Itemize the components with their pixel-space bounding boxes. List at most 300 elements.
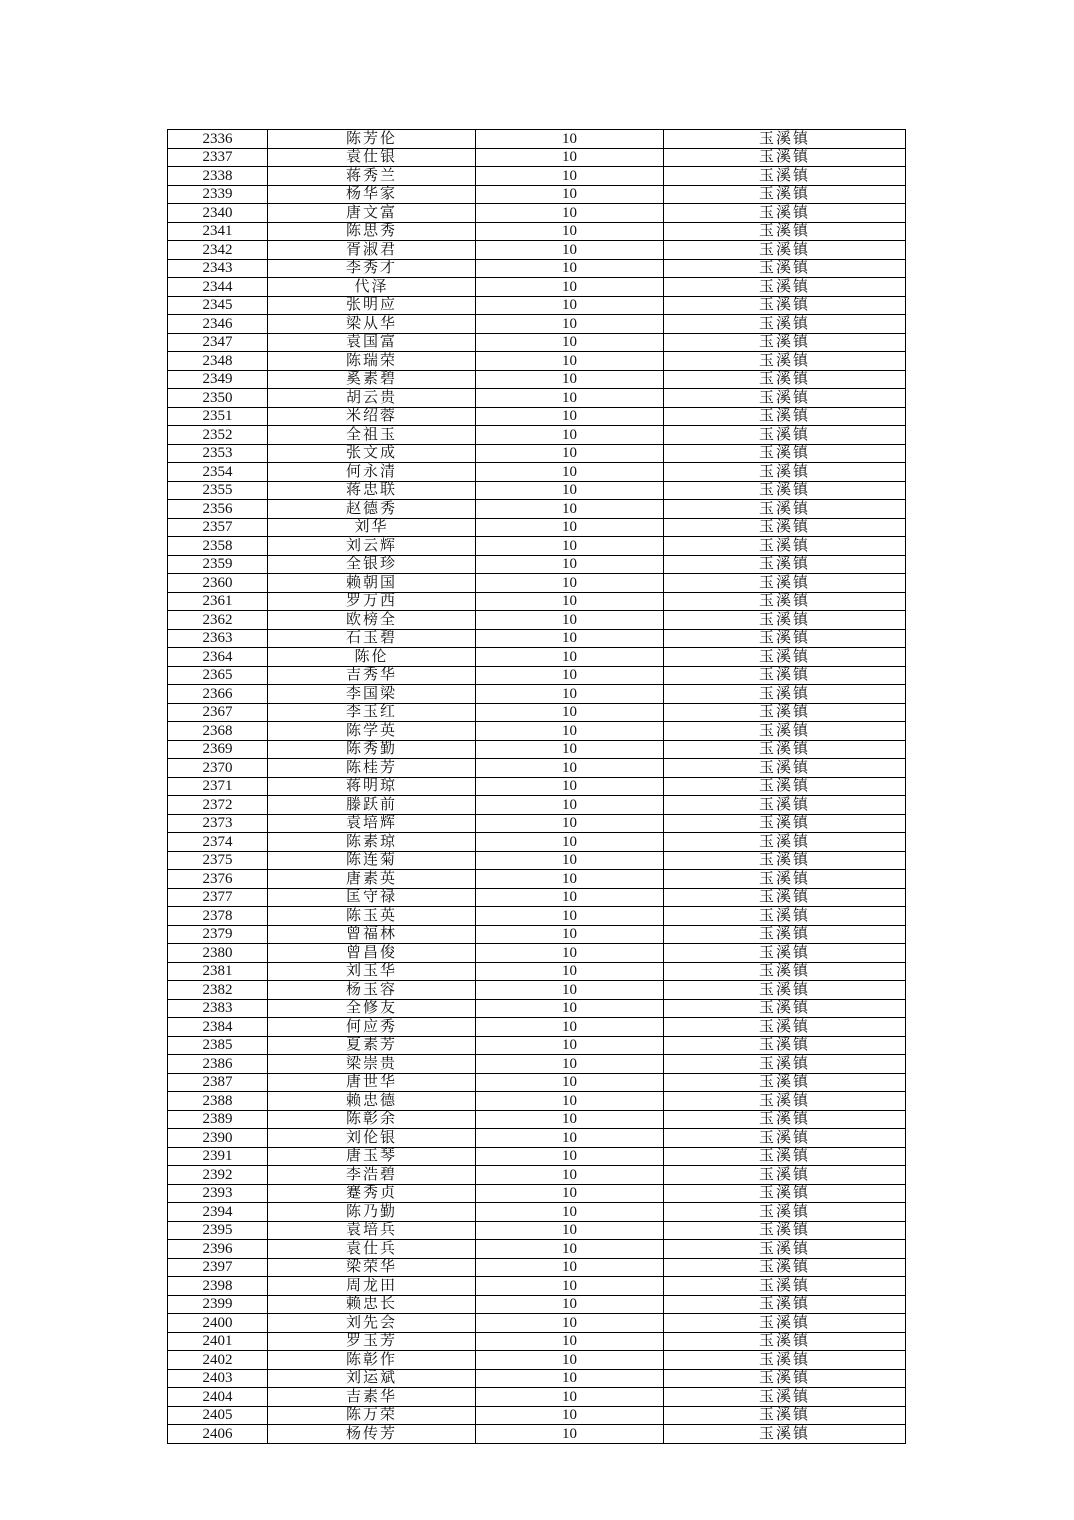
amount-cell: 10 [476,204,664,223]
amount-cell: 10 [476,537,664,556]
name-cell: 陈伦 [268,648,476,667]
name-cell: 吉秀华 [268,666,476,685]
serial-number-cell: 2349 [168,370,268,389]
table-row [168,611,906,630]
table-row [168,1277,906,1296]
town-cell: 玉溪镇 [664,777,906,796]
name-cell: 陈彰余 [268,1110,476,1129]
amount-cell: 10 [476,1166,664,1185]
name-cell: 罗万西 [268,592,476,611]
table-row [168,555,906,574]
table-row [168,1129,906,1148]
serial-number-cell: 2374 [168,833,268,852]
table-row [168,241,906,260]
amount-cell: 10 [476,703,664,722]
town-cell: 玉溪镇 [664,278,906,297]
name-cell: 袁培兵 [268,1221,476,1240]
amount-cell: 10 [476,1221,664,1240]
serial-number-cell: 2380 [168,944,268,963]
table-row [168,407,906,426]
serial-number-cell: 2369 [168,740,268,759]
amount-cell: 10 [476,685,664,704]
amount-cell: 10 [476,1240,664,1259]
town-cell: 玉溪镇 [664,444,906,463]
name-cell: 梁荣华 [268,1258,476,1277]
amount-cell: 10 [476,1406,664,1425]
table-row [168,1351,906,1370]
amount-cell: 10 [476,1184,664,1203]
name-cell: 李秀才 [268,259,476,278]
amount-cell: 10 [476,463,664,482]
table-row [168,814,906,833]
town-cell: 玉溪镇 [664,685,906,704]
serial-number-cell: 2341 [168,222,268,241]
name-cell: 陈芳伦 [268,130,476,149]
name-cell: 张文成 [268,444,476,463]
town-cell: 玉溪镇 [664,185,906,204]
serial-number-cell: 2352 [168,426,268,445]
amount-cell: 10 [476,759,664,778]
name-cell: 蒋秀兰 [268,167,476,186]
table-row [168,666,906,685]
table-row [168,481,906,500]
serial-number-cell: 2338 [168,167,268,186]
table-row [168,204,906,223]
table-row [168,851,906,870]
name-cell: 全修友 [268,999,476,1018]
town-cell: 玉溪镇 [664,962,906,981]
table-row [168,1240,906,1259]
name-cell: 杨华家 [268,185,476,204]
amount-cell: 10 [476,592,664,611]
town-cell: 玉溪镇 [664,1351,906,1370]
table-row [168,703,906,722]
name-cell: 何永清 [268,463,476,482]
table-row [168,463,906,482]
serial-number-cell: 2363 [168,629,268,648]
amount-cell: 10 [476,1258,664,1277]
amount-cell: 10 [476,278,664,297]
amount-cell: 10 [476,500,664,519]
town-cell: 玉溪镇 [664,703,906,722]
name-cell: 梁崇贵 [268,1055,476,1074]
name-cell: 吉素华 [268,1388,476,1407]
town-cell: 玉溪镇 [664,222,906,241]
serial-number-cell: 2372 [168,796,268,815]
amount-cell: 10 [476,1369,664,1388]
amount-cell: 10 [476,833,664,852]
serial-number-cell: 2353 [168,444,268,463]
amount-cell: 10 [476,574,664,593]
name-cell: 杨传芳 [268,1425,476,1444]
town-cell: 玉溪镇 [664,999,906,1018]
amount-cell: 10 [476,407,664,426]
serial-number-cell: 2370 [168,759,268,778]
serial-number-cell: 2400 [168,1314,268,1333]
name-cell: 陈素琼 [268,833,476,852]
amount-cell: 10 [476,370,664,389]
name-cell: 蹇秀贞 [268,1184,476,1203]
table-row [168,944,906,963]
table-row [168,962,906,981]
amount-cell: 10 [476,925,664,944]
serial-number-cell: 2339 [168,185,268,204]
amount-cell: 10 [476,722,664,741]
name-cell: 刘华 [268,518,476,537]
name-cell: 刘先会 [268,1314,476,1333]
amount-cell: 10 [476,1425,664,1444]
town-cell: 玉溪镇 [664,1406,906,1425]
name-cell: 赵德秀 [268,500,476,519]
name-cell: 陈思秀 [268,222,476,241]
serial-number-cell: 2387 [168,1073,268,1092]
amount-cell: 10 [476,1295,664,1314]
town-cell: 玉溪镇 [664,463,906,482]
table-row [168,1406,906,1425]
table-row [168,1073,906,1092]
town-cell: 玉溪镇 [664,944,906,963]
serial-number-cell: 2392 [168,1166,268,1185]
serial-number-cell: 2360 [168,574,268,593]
name-cell: 陈万荣 [268,1406,476,1425]
serial-number-cell: 2361 [168,592,268,611]
town-cell: 玉溪镇 [664,925,906,944]
name-cell: 奚素碧 [268,370,476,389]
town-cell: 玉溪镇 [664,1369,906,1388]
serial-number-cell: 2377 [168,888,268,907]
table-row [168,537,906,556]
amount-cell: 10 [476,555,664,574]
amount-cell: 10 [476,1332,664,1351]
table-row [168,444,906,463]
serial-number-cell: 2359 [168,555,268,574]
serial-number-cell: 2396 [168,1240,268,1259]
serial-number-cell: 2350 [168,389,268,408]
table-row [168,1184,906,1203]
amount-cell: 10 [476,333,664,352]
town-cell: 玉溪镇 [664,722,906,741]
table-row [168,1018,906,1037]
amount-cell: 10 [476,1314,664,1333]
name-cell: 胥淑君 [268,241,476,260]
table-row [168,629,906,648]
register-table-body [168,130,906,1444]
name-cell: 刘伦银 [268,1129,476,1148]
serial-number-cell: 2345 [168,296,268,315]
table-row [168,352,906,371]
serial-number-cell: 2389 [168,1110,268,1129]
serial-number-cell: 2383 [168,999,268,1018]
town-cell: 玉溪镇 [664,888,906,907]
amount-cell: 10 [476,740,664,759]
name-cell: 张明应 [268,296,476,315]
amount-cell: 10 [476,1036,664,1055]
town-cell: 玉溪镇 [664,296,906,315]
table-row [168,1258,906,1277]
serial-number-cell: 2398 [168,1277,268,1296]
serial-number-cell: 2406 [168,1425,268,1444]
town-cell: 玉溪镇 [664,204,906,223]
town-cell: 玉溪镇 [664,1036,906,1055]
serial-number-cell: 2381 [168,962,268,981]
amount-cell: 10 [476,1351,664,1370]
table-row [168,1221,906,1240]
amount-cell: 10 [476,1277,664,1296]
town-cell: 玉溪镇 [664,796,906,815]
name-cell: 刘运斌 [268,1369,476,1388]
serial-number-cell: 2403 [168,1369,268,1388]
table-row [168,1036,906,1055]
serial-number-cell: 2364 [168,648,268,667]
name-cell: 李玉红 [268,703,476,722]
amount-cell: 10 [476,1018,664,1037]
amount-cell: 10 [476,944,664,963]
town-cell: 玉溪镇 [664,370,906,389]
town-cell: 玉溪镇 [664,611,906,630]
name-cell: 陈秀勤 [268,740,476,759]
table-row [168,592,906,611]
serial-number-cell: 2397 [168,1258,268,1277]
town-cell: 玉溪镇 [664,259,906,278]
table-row [168,500,906,519]
amount-cell: 10 [476,426,664,445]
town-cell: 玉溪镇 [664,1240,906,1259]
serial-number-cell: 2390 [168,1129,268,1148]
town-cell: 玉溪镇 [664,1388,906,1407]
name-cell: 陈学英 [268,722,476,741]
name-cell: 唐文富 [268,204,476,223]
serial-number-cell: 2347 [168,333,268,352]
town-cell: 玉溪镇 [664,407,906,426]
name-cell: 夏素芳 [268,1036,476,1055]
town-cell: 玉溪镇 [664,981,906,1000]
town-cell: 玉溪镇 [664,389,906,408]
name-cell: 胡云贵 [268,389,476,408]
table-row [168,1147,906,1166]
serial-number-cell: 2384 [168,1018,268,1037]
name-cell: 匡守禄 [268,888,476,907]
table-row [168,796,906,815]
serial-number-cell: 2373 [168,814,268,833]
amount-cell: 10 [476,870,664,889]
table-row [168,722,906,741]
name-cell: 欧榜全 [268,611,476,630]
town-cell: 玉溪镇 [664,426,906,445]
serial-number-cell: 2356 [168,500,268,519]
name-cell: 滕跃前 [268,796,476,815]
serial-number-cell: 2355 [168,481,268,500]
table-row [168,185,906,204]
town-cell: 玉溪镇 [664,1129,906,1148]
town-cell: 玉溪镇 [664,1073,906,1092]
amount-cell: 10 [476,796,664,815]
table-row [168,888,906,907]
town-cell: 玉溪镇 [664,1092,906,1111]
town-cell: 玉溪镇 [664,759,906,778]
town-cell: 玉溪镇 [664,1184,906,1203]
amount-cell: 10 [476,962,664,981]
town-cell: 玉溪镇 [664,1110,906,1129]
name-cell: 全银珍 [268,555,476,574]
amount-cell: 10 [476,130,664,149]
name-cell: 袁培辉 [268,814,476,833]
amount-cell: 10 [476,629,664,648]
town-cell: 玉溪镇 [664,1258,906,1277]
table-row [168,333,906,352]
amount-cell: 10 [476,666,664,685]
serial-number-cell: 2401 [168,1332,268,1351]
table-row [168,1425,906,1444]
name-cell: 代泽 [268,278,476,297]
amount-cell: 10 [476,648,664,667]
serial-number-cell: 2368 [168,722,268,741]
town-cell: 玉溪镇 [664,833,906,852]
amount-cell: 10 [476,777,664,796]
serial-number-cell: 2405 [168,1406,268,1425]
town-cell: 玉溪镇 [664,1425,906,1444]
serial-number-cell: 2391 [168,1147,268,1166]
name-cell: 梁从华 [268,315,476,334]
table-row [168,1203,906,1222]
amount-cell: 10 [476,1388,664,1407]
name-cell: 李浩碧 [268,1166,476,1185]
amount-cell: 10 [476,481,664,500]
town-cell: 玉溪镇 [664,1018,906,1037]
town-cell: 玉溪镇 [664,629,906,648]
serial-number-cell: 2367 [168,703,268,722]
table-row [168,999,906,1018]
serial-number-cell: 2358 [168,537,268,556]
name-cell: 陈玉英 [268,907,476,926]
amount-cell: 10 [476,444,664,463]
table-row [168,130,906,149]
table-row [168,1166,906,1185]
amount-cell: 10 [476,611,664,630]
serial-number-cell: 2395 [168,1221,268,1240]
amount-cell: 10 [476,1092,664,1111]
table-row [168,1092,906,1111]
name-cell: 何应秀 [268,1018,476,1037]
town-cell: 玉溪镇 [664,592,906,611]
table-row [168,1332,906,1351]
town-cell: 玉溪镇 [664,148,906,167]
name-cell: 赖朝国 [268,574,476,593]
serial-number-cell: 2404 [168,1388,268,1407]
table-row [168,315,906,334]
serial-number-cell: 2351 [168,407,268,426]
amount-cell: 10 [476,1073,664,1092]
town-cell: 玉溪镇 [664,481,906,500]
amount-cell: 10 [476,185,664,204]
amount-cell: 10 [476,389,664,408]
table-row [168,296,906,315]
table-row [168,167,906,186]
serial-number-cell: 2362 [168,611,268,630]
name-cell: 曾昌俊 [268,944,476,963]
serial-number-cell: 2402 [168,1351,268,1370]
town-cell: 玉溪镇 [664,851,906,870]
table-row [168,777,906,796]
name-cell: 杨玉容 [268,981,476,1000]
town-cell: 玉溪镇 [664,315,906,334]
town-cell: 玉溪镇 [664,814,906,833]
amount-cell: 10 [476,241,664,260]
town-cell: 玉溪镇 [664,1295,906,1314]
table-row [168,981,906,1000]
name-cell: 陈彰作 [268,1351,476,1370]
name-cell: 刘玉华 [268,962,476,981]
name-cell: 石玉碧 [268,629,476,648]
name-cell: 唐世华 [268,1073,476,1092]
serial-number-cell: 2393 [168,1184,268,1203]
serial-number-cell: 2342 [168,241,268,260]
amount-cell: 10 [476,167,664,186]
amount-cell: 10 [476,999,664,1018]
town-cell: 玉溪镇 [664,1221,906,1240]
name-cell: 袁仕兵 [268,1240,476,1259]
name-cell: 蒋明琼 [268,777,476,796]
amount-cell: 10 [476,1110,664,1129]
town-cell: 玉溪镇 [664,518,906,537]
name-cell: 陈乃勤 [268,1203,476,1222]
table-row [168,925,906,944]
serial-number-cell: 2371 [168,777,268,796]
town-cell: 玉溪镇 [664,500,906,519]
serial-number-cell: 2388 [168,1092,268,1111]
name-cell: 唐素英 [268,870,476,889]
town-cell: 玉溪镇 [664,1166,906,1185]
serial-number-cell: 2354 [168,463,268,482]
table-row [168,370,906,389]
serial-number-cell: 2386 [168,1055,268,1074]
table-row [168,259,906,278]
table-row [168,278,906,297]
town-cell: 玉溪镇 [664,241,906,260]
name-cell: 陈连菊 [268,851,476,870]
name-cell: 米绍蓉 [268,407,476,426]
town-cell: 玉溪镇 [664,555,906,574]
amount-cell: 10 [476,259,664,278]
table-row [168,148,906,167]
serial-number-cell: 2378 [168,907,268,926]
table-row [168,870,906,889]
town-cell: 玉溪镇 [664,1147,906,1166]
amount-cell: 10 [476,981,664,1000]
serial-number-cell: 2343 [168,259,268,278]
serial-number-cell: 2382 [168,981,268,1000]
name-cell: 周龙田 [268,1277,476,1296]
serial-number-cell: 2385 [168,1036,268,1055]
name-cell: 赖忠长 [268,1295,476,1314]
amount-cell: 10 [476,518,664,537]
serial-number-cell: 2357 [168,518,268,537]
amount-cell: 10 [476,1147,664,1166]
town-cell: 玉溪镇 [664,1055,906,1074]
amount-cell: 10 [476,851,664,870]
table-row [168,685,906,704]
name-cell: 蒋忠联 [268,481,476,500]
table-row [168,1295,906,1314]
amount-cell: 10 [476,1055,664,1074]
table-row [168,1369,906,1388]
serial-number-cell: 2365 [168,666,268,685]
table-row [168,833,906,852]
amount-cell: 10 [476,296,664,315]
table-row [168,222,906,241]
name-cell: 刘云辉 [268,537,476,556]
table-row [168,1388,906,1407]
serial-number-cell: 2336 [168,130,268,149]
